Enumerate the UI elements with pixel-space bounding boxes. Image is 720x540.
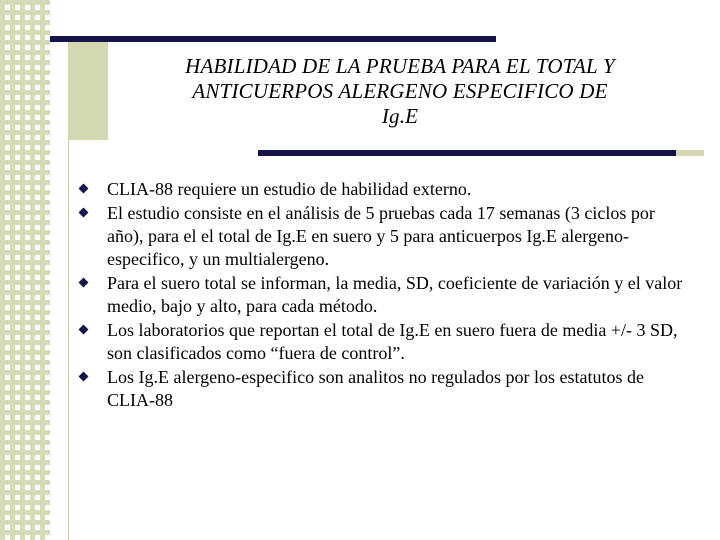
diamond-bullet-icon xyxy=(79,208,89,218)
bullet-text: Los laboratorios que reportan el total de Ig.E en suero fuera de media +/- 3 SD, son clasificados como “fuera de control”. xyxy=(107,320,678,363)
vertical-divider-line xyxy=(68,140,69,540)
bullet-item xyxy=(74,178,692,201)
title-line-2: ANTICUERPOS ALERGENO ESPECIFICO DE xyxy=(192,79,608,103)
checkered-strip-decoration xyxy=(0,0,50,540)
title-top-bar xyxy=(50,36,496,42)
bullet-item xyxy=(74,272,692,318)
slide-title xyxy=(112,54,688,129)
title-bottom-bar xyxy=(258,150,676,156)
title-line-1: HABILIDAD DE LA PRUEBA PARA EL TOTAL Y xyxy=(185,54,615,78)
title-accent-block xyxy=(68,42,108,140)
bullet-text: Para el suero total se informan, la media, SD, coeficiente de variación y el valor medio, bajo y alto, para cada método. xyxy=(107,273,683,316)
bullet-item xyxy=(74,319,692,365)
diamond-bullet-icon xyxy=(79,184,89,194)
title-line-3: Ig.E xyxy=(381,104,419,128)
diamond-bullet-icon xyxy=(79,372,89,382)
bullet-item xyxy=(74,202,692,271)
bullet-text: CLIA-88 requiere un estudio de habilidad externo. xyxy=(107,179,472,199)
bullet-text: Los Ig.E alergeno-especifico son analitos no regulados por los estatutos de CLIA-88 xyxy=(107,367,645,410)
diamond-bullet-icon xyxy=(79,278,89,288)
bullet-text: El estudio consiste en el análisis de 5 pruebas cada 17 semanas (3 ciclos por año), para el el total de Ig.E en suero y 5 para anticuerpos Ig.E alergeno-especifico, y un multialergeno. xyxy=(107,203,655,269)
bullet-item xyxy=(74,366,692,412)
title-bottom-bar-tail xyxy=(676,150,704,156)
bullet-list xyxy=(74,178,692,413)
diamond-bullet-icon xyxy=(79,325,89,335)
